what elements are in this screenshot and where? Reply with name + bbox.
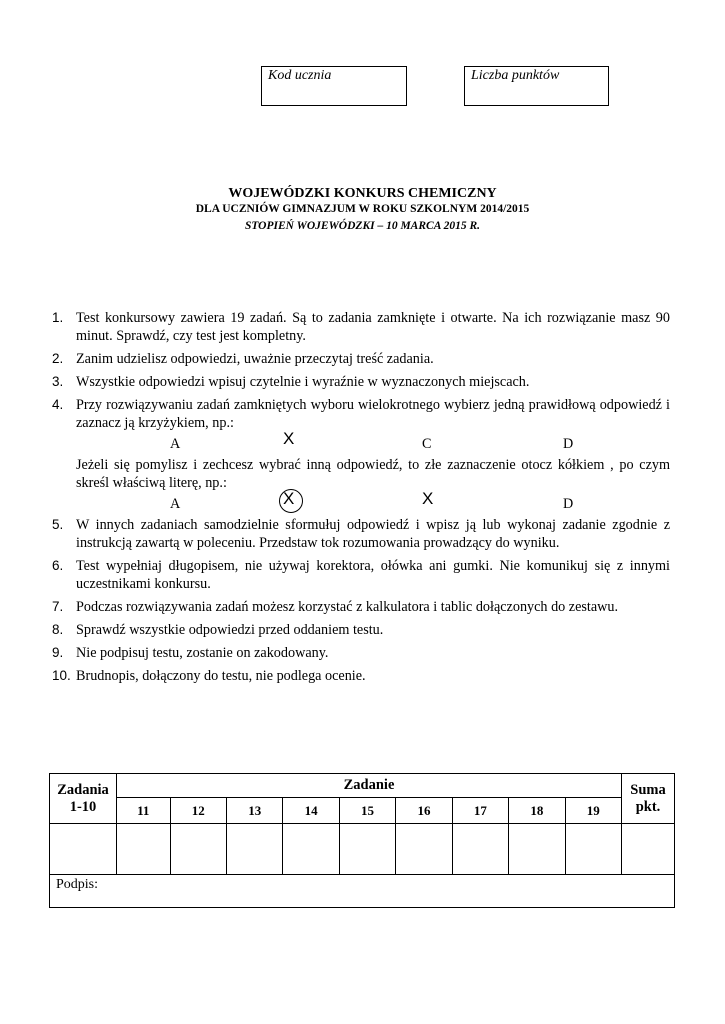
instruction-text-correction: Jeżeli się pomylisz i zechcesz wybrać inną odpowiedź, to złe zaznaczenie otocz kółkiem , po czym skreśl właściwą literę, np.: <box>76 457 670 491</box>
task-number: 16 <box>396 798 452 824</box>
score-cell[interactable] <box>509 824 565 875</box>
cross-mark-icon: X <box>283 429 295 448</box>
signature-field[interactable] <box>50 875 675 908</box>
task-group-header: Zadanie <box>117 774 622 798</box>
instruction-text: Brudnopis, dołączony do testu, nie podlega ocenie. <box>76 668 366 684</box>
score-cell[interactable] <box>283 824 339 875</box>
instruction-text: Wszystkie odpowiedzi wpisuj czytelnie i wyraźnie w wyznaczonych miejscach. <box>76 374 530 390</box>
instruction-number: 7. <box>52 599 64 614</box>
instruction-number: 2. <box>52 351 64 366</box>
instruction-text: W innych zadaniach samodzielnie sformułuj odpowiedź i wpisz ją lub wykonaj zadanie zgodnie z instrukcją zawartą w poleceniu. Przedstaw tok rozumowania prowadzący do wyniku. <box>76 517 670 551</box>
instruction-number: 1. <box>52 310 64 325</box>
instruction-text: Podczas rozwiązywania zadań możesz korzystać z kalkulatora i tablic dołączonych do zestawu. <box>76 599 619 615</box>
option-d: D <box>563 436 574 452</box>
cross-mark-icon: X <box>422 489 434 508</box>
option-d: D <box>563 496 574 512</box>
task-number: 11 <box>117 798 171 824</box>
instruction-text: Przy rozwiązywaniu zadań zamkniętych wyboru wielokrotnego wybierz jedną prawidłową odpowiedź i zaznacz ją krzyżykiem, np.: <box>76 397 670 431</box>
instruction-item <box>52 621 670 639</box>
task-number: 12 <box>170 798 226 824</box>
instruction-number: 6. <box>52 558 64 573</box>
task-number: 13 <box>227 798 283 824</box>
score-cell[interactable] <box>452 824 508 875</box>
instruction-item <box>52 350 670 368</box>
student-code-label: Kod ucznia <box>268 68 332 83</box>
instruction-item <box>52 516 670 552</box>
task-number: 15 <box>339 798 395 824</box>
instruction-text: Zanim udzielisz odpowiedzi, uważnie przeczytaj treść zadania. <box>76 351 434 367</box>
instruction-item <box>52 644 670 662</box>
instructions-list <box>52 309 670 685</box>
instruction-item <box>52 557 670 593</box>
task-number: 18 <box>509 798 565 824</box>
instruction-item <box>52 396 670 516</box>
task-number: 17 <box>452 798 508 824</box>
task-number: 14 <box>283 798 339 824</box>
instruction-text: Sprawdź wszystkie odpowiedzi przed oddaniem testu. <box>76 622 384 638</box>
instruction-number: 3. <box>52 374 64 389</box>
instruction-text: Test wypełniaj długopisem, nie używaj korektora, ołówka ani gumki. Nie komunikuj się z innymi uczestnikami konkursu. <box>76 558 670 592</box>
instruction-text: Test konkursowy zawiera 19 zadań. Są to zadania zamknięte i otwarte. Na ich rozwiązanie masz 90 minut. Sprawdź, czy test jest kompletny. <box>76 310 670 344</box>
instruction-item <box>52 309 670 345</box>
score-cell[interactable] <box>339 824 395 875</box>
example-options-1 <box>76 429 670 456</box>
title-line-1: WOJEWÓDZKI KONKURS CHEMICZNY <box>228 186 497 201</box>
instruction-number: 8. <box>52 622 64 637</box>
student-code-box[interactable] <box>261 66 407 106</box>
score-cell[interactable] <box>227 824 283 875</box>
option-a: A <box>170 436 181 452</box>
score-cell[interactable] <box>396 824 452 875</box>
cross-mark-icon: X <box>283 489 295 508</box>
signature-label: Podpis: <box>56 877 99 892</box>
option-a: A <box>170 496 181 512</box>
task-number: 19 <box>565 798 621 824</box>
instruction-number: 9. <box>52 645 64 660</box>
example-options-2 <box>76 489 670 516</box>
score-cell[interactable] <box>170 824 226 875</box>
instruction-item <box>52 598 670 616</box>
sum-header: Suma pkt. <box>622 774 675 824</box>
score-table <box>49 773 675 908</box>
points-label: Liczba punktów <box>471 68 560 83</box>
instruction-item <box>52 373 670 391</box>
score-cell[interactable] <box>117 824 171 875</box>
score-cell[interactable] <box>622 824 675 875</box>
instruction-number: 5. <box>52 517 64 532</box>
instruction-number: 10. <box>52 668 71 683</box>
instruction-text: Nie podpisuj testu, zostanie on zakodowany. <box>76 645 329 661</box>
instruction-item <box>52 667 670 685</box>
instruction-number: 4. <box>52 397 64 412</box>
score-cell[interactable] <box>50 824 117 875</box>
title-line-3: STOPIEŃ WOJEWÓDZKI – 10 MARCA 2015 R. <box>244 220 481 232</box>
score-cell[interactable] <box>565 824 621 875</box>
title-line-2: DLA UCZNIÓW GIMNAZJUM W ROKU SZKOLNYM 2014/2015 <box>195 203 530 215</box>
option-c: C <box>422 436 432 452</box>
points-box[interactable] <box>464 66 609 106</box>
tasks-1-10-header: Zadania 1-10 <box>50 774 117 824</box>
